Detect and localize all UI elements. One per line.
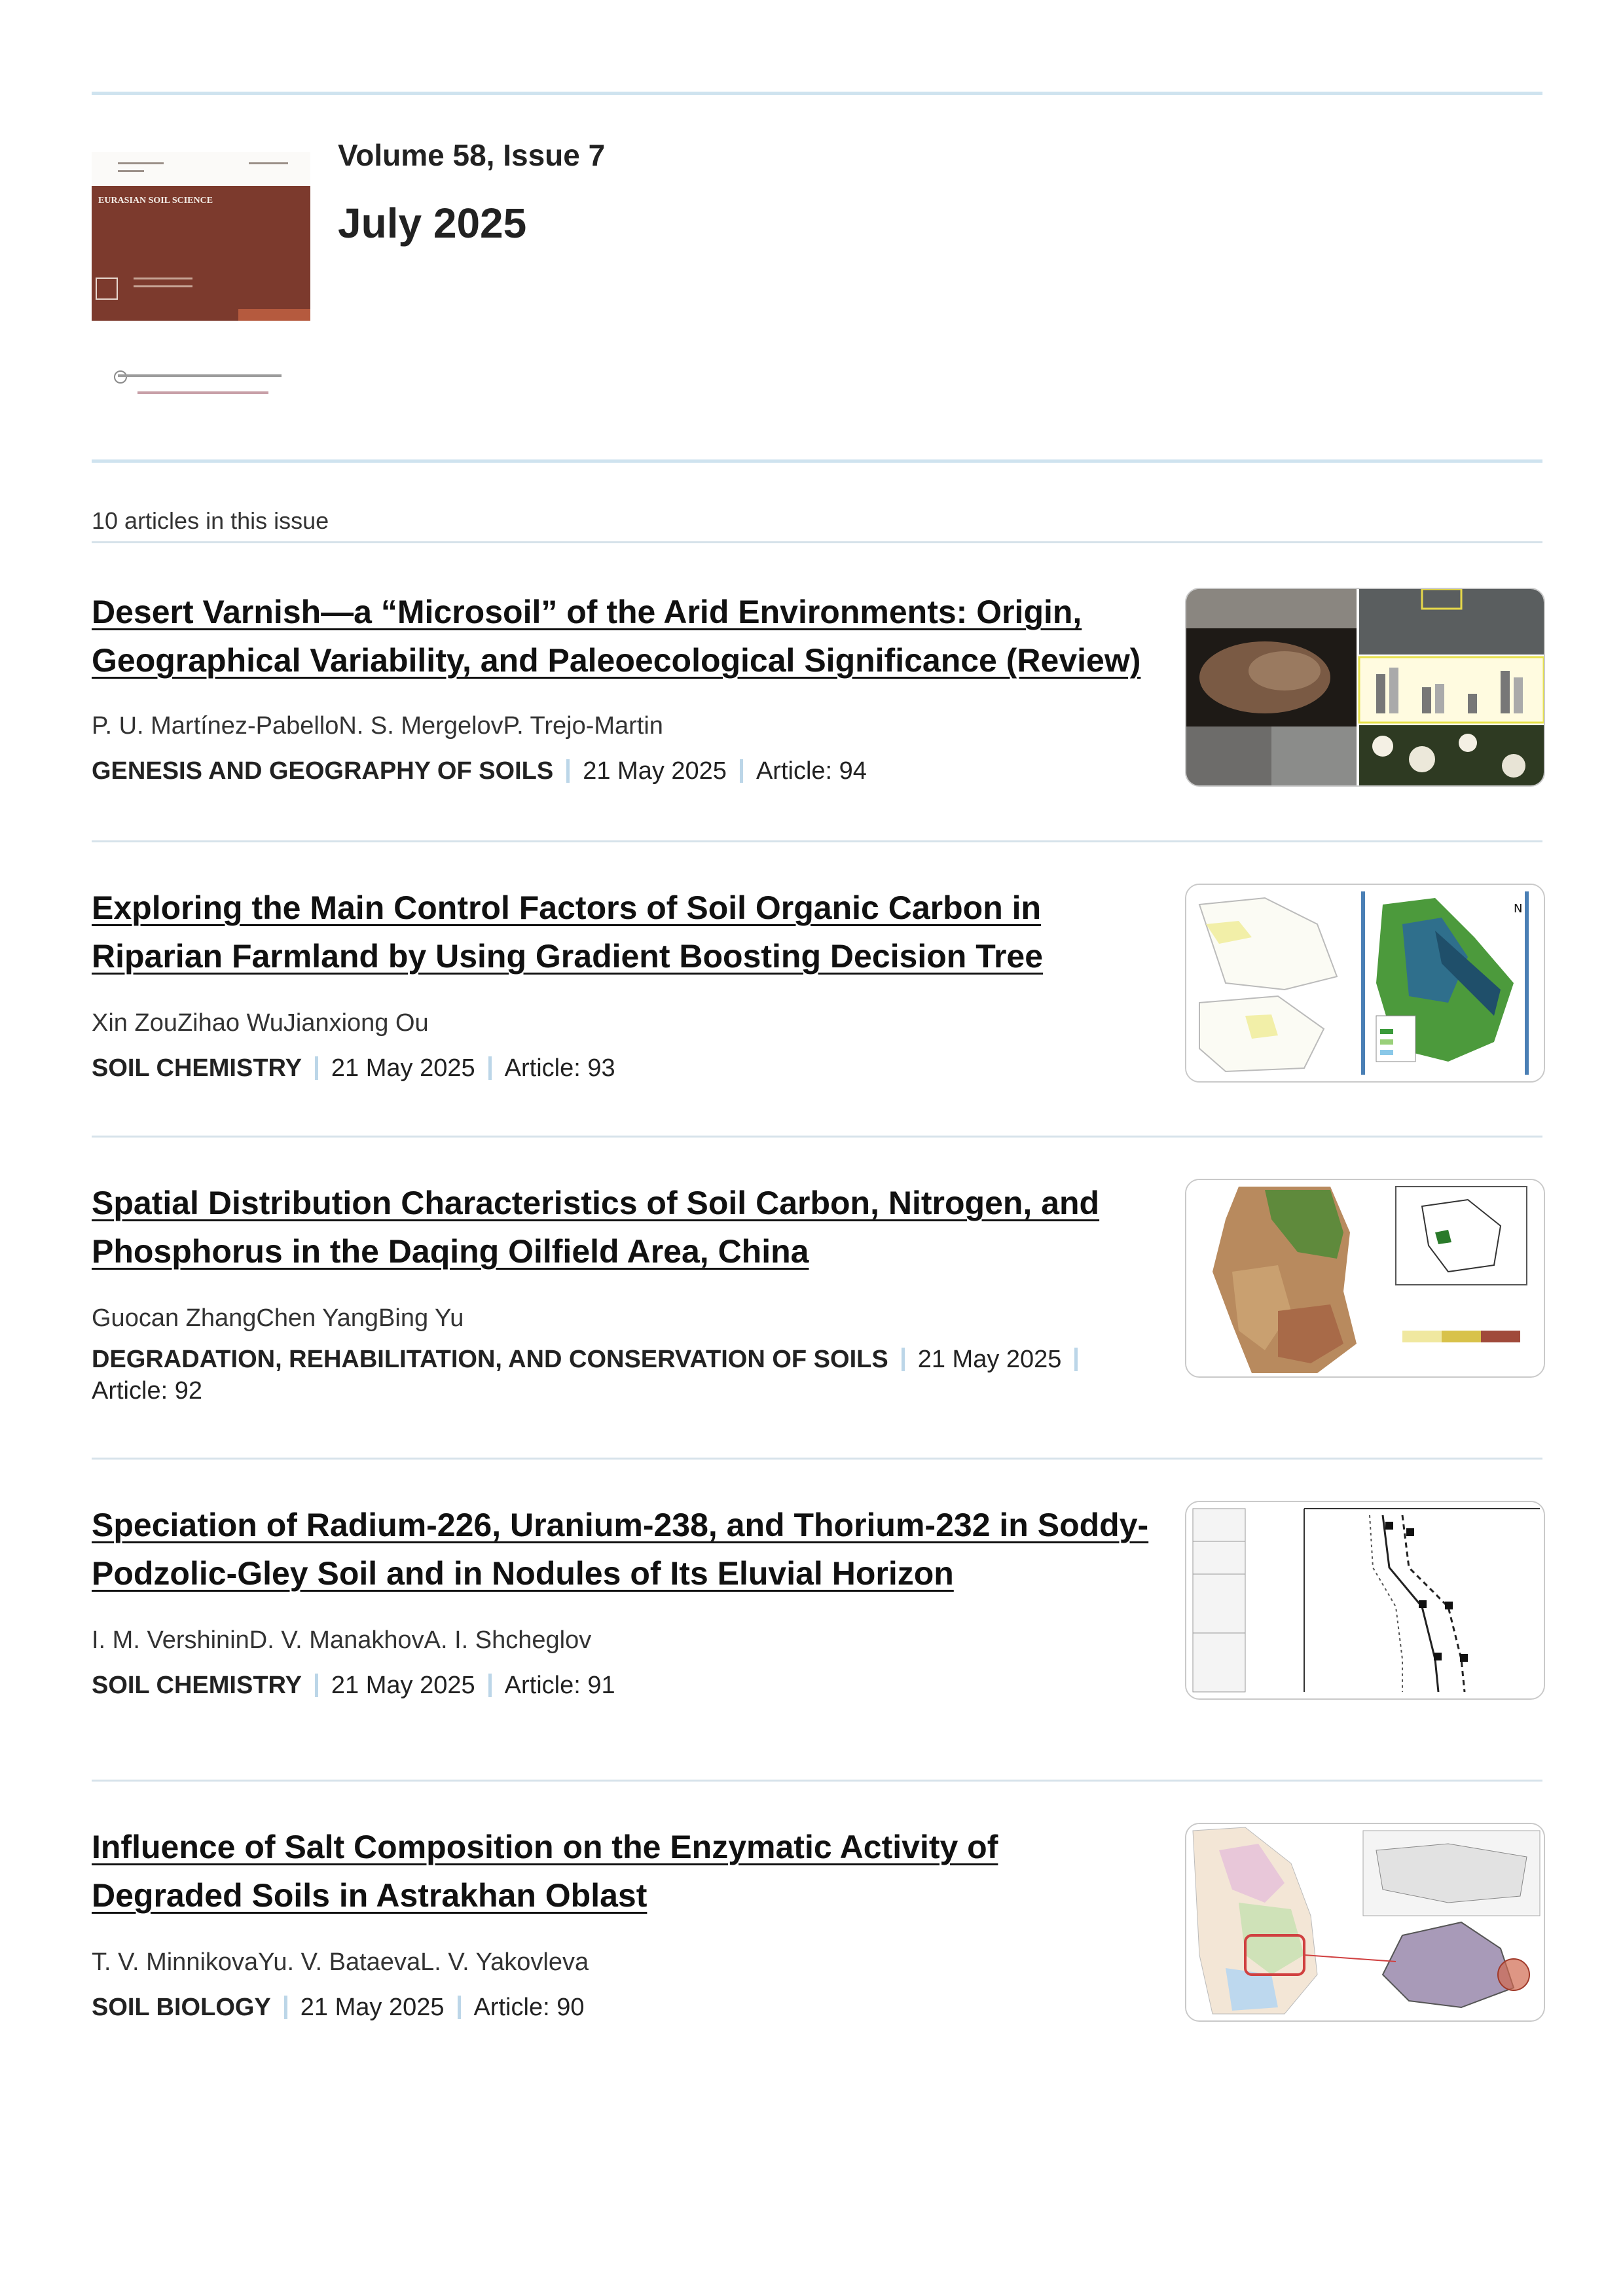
article-title[interactable] [92, 884, 1152, 980]
publisher-logo [118, 370, 282, 403]
region-map-icon [1186, 1824, 1544, 2020]
photo-collage-icon [1186, 589, 1544, 785]
article-date: 21 May 2025 [331, 1672, 475, 1699]
article-thumbnail[interactable] [1185, 1501, 1545, 1700]
article-meta [92, 1992, 1152, 2023]
meta-separator [740, 759, 743, 783]
article-thumbnail[interactable] [1185, 1823, 1545, 2022]
article-section[interactable]: SOIL CHEMISTRY [92, 1672, 302, 1699]
article-count: 10 articles in this issue [92, 507, 329, 534]
depth-profile-plot-icon [1186, 1502, 1544, 1698]
article-meta [92, 1052, 1152, 1084]
header-divider [92, 459, 1542, 463]
article-thumbnail[interactable] [1185, 588, 1545, 787]
meta-separator [458, 1996, 461, 2019]
article-title-link[interactable]: Exploring the Main Control Factors of Soil Organic Carbon in Riparian Farmland by Using Gradient Boosting Decision Tree [92, 889, 1044, 975]
article-thumbnail[interactable] [1185, 884, 1545, 1083]
elevation-map-icon [1186, 1180, 1544, 1376]
article-date: 21 May 2025 [331, 1054, 475, 1082]
article-number: Article: 91 [504, 1672, 615, 1699]
article-divider [92, 1136, 1542, 1138]
article-authors: Guocan ZhangChen YangBing Yu [92, 1304, 464, 1332]
top-divider [92, 92, 1542, 95]
article-authors: Xin ZouZihao WuJianxiong Ou [92, 1009, 429, 1037]
article-title[interactable] [92, 1501, 1152, 1598]
meta-separator [902, 1348, 905, 1371]
meta-separator [566, 759, 570, 783]
meta-separator [315, 1056, 318, 1080]
article-date: 21 May 2025 [300, 1994, 445, 2021]
article-thumbnail[interactable] [1185, 1179, 1545, 1378]
journal-cover-image[interactable] [92, 152, 310, 321]
article-meta [92, 1344, 1152, 1407]
cover-title: EURASIAN SOIL SCIENCE [98, 196, 213, 206]
list-divider [92, 541, 1542, 543]
article-number: Article: 93 [504, 1054, 615, 1082]
article-number: Article: 94 [756, 757, 867, 785]
meta-separator [1074, 1348, 1078, 1371]
article-section[interactable]: SOIL BIOLOGY [92, 1994, 271, 2021]
article-title[interactable] [92, 1179, 1152, 1276]
article-divider [92, 1780, 1542, 1782]
article-meta [92, 755, 1152, 787]
article-section[interactable]: GENESIS AND GEOGRAPHY OF SOILS [92, 757, 554, 785]
article-section[interactable]: SOIL CHEMISTRY [92, 1054, 302, 1082]
article-number: Article: 92 [92, 1377, 202, 1405]
meta-separator [488, 1056, 492, 1080]
meta-separator [488, 1674, 492, 1697]
article-title-link[interactable]: Speciation of Radium-226, Uranium-238, and Thorium-232 in Soddy-Podzolic-Gley Soil and in Nodules of Its Eluvial Horizon [92, 1507, 1149, 1592]
article-authors: P. U. Martínez-PabelloN. S. MergelovP. Trejo-Martin [92, 712, 663, 740]
study-area-map-icon [1186, 885, 1544, 1081]
article-authors: I. M. VershininD. V. ManakhovA. I. Shcheglov [92, 1626, 592, 1654]
article-title[interactable] [92, 1823, 1152, 1920]
volume-label: Volume 58, Issue 7 [338, 138, 606, 172]
article-title[interactable] [92, 588, 1152, 685]
article-title-link[interactable]: Influence of Salt Composition on the Enzymatic Activity of Degraded Soils in Astrakhan Oblast [92, 1829, 998, 1914]
article-meta [92, 1670, 1152, 1701]
article-section[interactable]: DEGRADATION, REHABILITATION, AND CONSERVATION OF SOILS [92, 1346, 888, 1373]
article-date: 21 May 2025 [917, 1346, 1062, 1373]
article-authors: T. V. MinnikovaYu. V. BataevaL. V. Yakovleva [92, 1948, 589, 1976]
article-title-link[interactable]: Desert Varnish—a “Microsoil” of the Arid Environments: Origin, Geographical Variability, and Paleoecological Significance (Review) [92, 594, 1141, 679]
issue-date: July 2025 [338, 200, 527, 247]
article-divider [92, 840, 1542, 842]
meta-separator [315, 1674, 318, 1697]
article-title-link[interactable]: Spatial Distribution Characteristics of Soil Carbon, Nitrogen, and Phosphorus in the Daqing Oilfield Area, China [92, 1185, 1100, 1270]
meta-separator [284, 1996, 287, 2019]
svg-text:N: N [1514, 902, 1523, 916]
article-number: Article: 90 [473, 1994, 585, 2021]
cover-badge [96, 278, 118, 300]
article-date: 21 May 2025 [583, 757, 727, 785]
article-divider [92, 1458, 1542, 1460]
